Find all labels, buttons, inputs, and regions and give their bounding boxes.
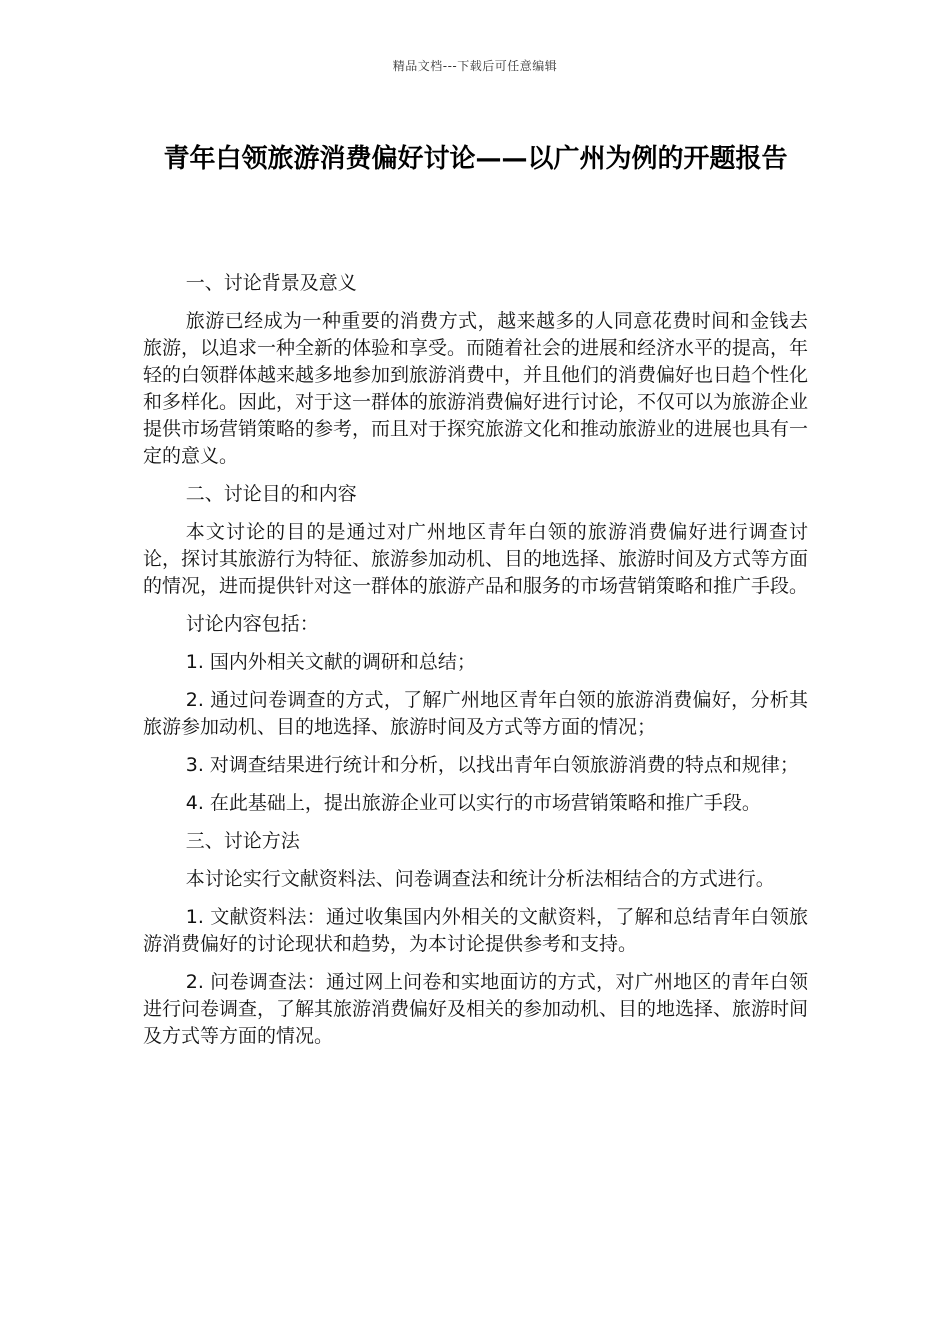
list-item-content-3: 3. 对调查结果进行统计和分析，以找出青年白领旅游消费的特点和规律； (185, 754, 799, 776)
document-body (143, 270, 808, 1061)
section-heading-purpose: 二、讨论目的和内容 (185, 483, 357, 505)
list-item-method-1: 1. 文献资料法：通过收集国内外相关的文献资料，了解和总结青年白领旅游消费偏好的讨论现状和趋势，为本讨论提供参考和支持。 (143, 906, 808, 955)
section-heading-methods: 三、讨论方法 (185, 830, 300, 852)
page-header: 精品文档---下载后可任意编辑 (392, 59, 558, 73)
document-title: 青年白领旅游消费偏好讨论——以广州为例的开题报告 (163, 144, 788, 174)
paragraph-purpose: 本文讨论的目的是通过对广州地区青年白领的旅游消费偏好进行调查讨论，探讨其旅游行为特征、旅游参加动机、目的地选择、旅游时间及方式等方面的情况，进而提供针对这一群体的旅游产品和服务的市场营销策略和推广手段。 (143, 521, 809, 597)
list-item-content-4: 4. 在此基础上，提出旅游企业可以实行的市场营销策略和推广手段。 (185, 792, 761, 814)
paragraph-background: 旅游已经成为一种重要的消费方式，越来越多的人同意花费时间和金钱去旅游，以追求一种全新的体验和享受。而随着社会的进展和经济水平的提高，年轻的白领群体越来越多地参加到旅游消费中，并且他们的消费偏好也日趋个性化和多样化。因此，对于这一群体的旅游消费偏好进行讨论，不仅可以为旅游企业提供市场营销策略的参考，而且对于探究旅游文化和推动旅游业的进展也具有一定的意义。 (143, 310, 809, 467)
paragraph-methods: 本讨论实行文献资料法、问卷调查法和统计分析法相结合的方式进行。 (185, 868, 775, 890)
list-item-content-1: 1. 国内外相关文献的调研和总结； (185, 651, 476, 673)
paragraph-content-intro: 讨论内容包括： (185, 613, 319, 635)
section-heading-background: 一、讨论背景及意义 (185, 272, 357, 294)
list-item-content-2: 2. 通过问卷调查的方式，了解广州地区青年白领的旅游消费偏好，分析其旅游参加动机、目的地选择、旅游时间及方式等方面的情况； (143, 689, 808, 738)
list-item-method-2: 2. 问卷调查法：通过网上问卷和实地面访的方式，对广州地区的青年白领进行问卷调查，了解其旅游消费偏好及相关的参加动机、目的地选择、旅游时间及方式等方面的情况。 (143, 971, 809, 1047)
